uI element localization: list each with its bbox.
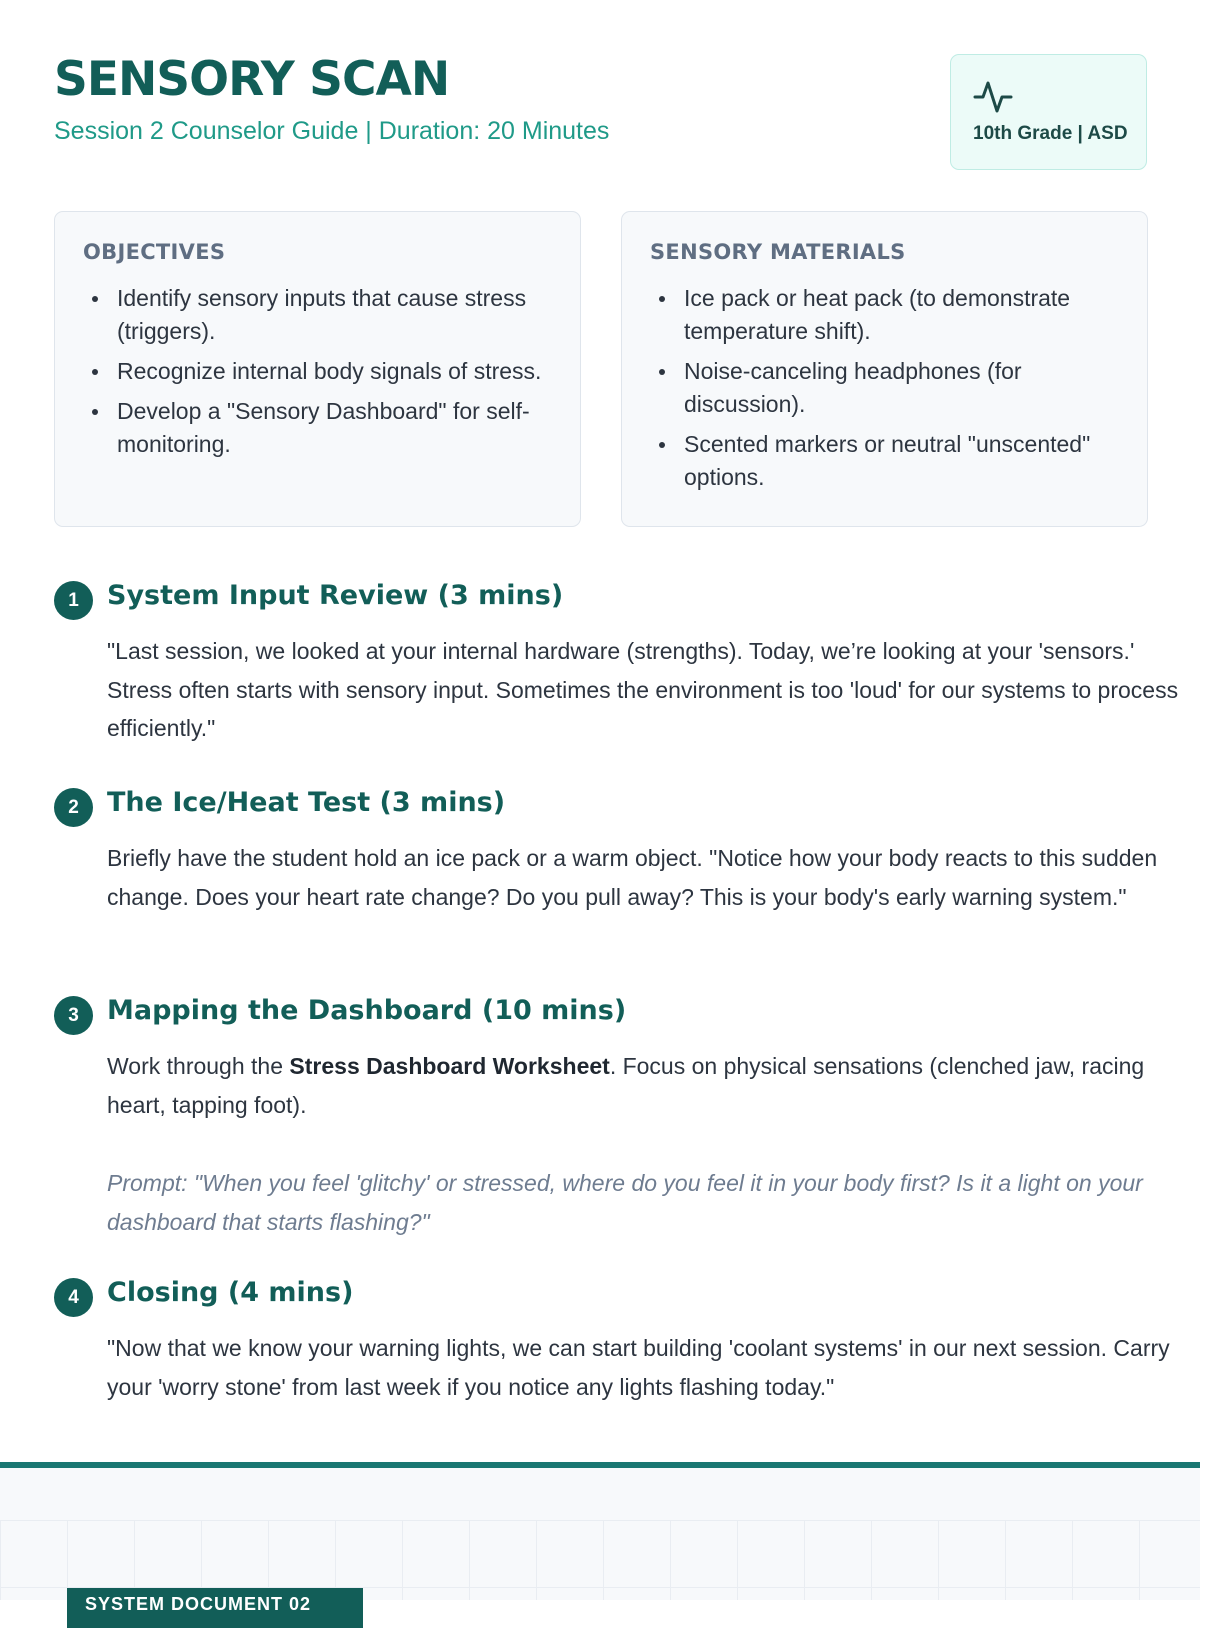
footer-grid (0, 1468, 1200, 1614)
footer-band (0, 1468, 1200, 1520)
list-item: Develop a "Sensory Dashboard" for self-monitoring. (83, 395, 552, 461)
step-title: Closing (4 mins) (107, 1277, 354, 1308)
list-item: Noise-canceling headphones (for discussion). (650, 355, 1119, 421)
materials-heading: SENSORY MATERIALS (650, 240, 906, 264)
materials-card (621, 211, 1148, 527)
step-title: The Ice/Heat Test (3 mins) (107, 787, 506, 818)
worksheet-name: Stress Dashboard Worksheet (289, 1053, 610, 1079)
step-body-text: . Focus on physical sensations (clenched jaw, racing heart, tapping foot). (107, 1053, 1145, 1118)
step-body: Briefly have the student hold an ice pack or a warm object. "Notice how your body reacts to this sudden change. Does your heart rate change? Do you pull away? This is your body's early warning system." (107, 845, 1158, 910)
page-subtitle: Session 2 Counselor Guide | Duration: 20 Minutes (54, 117, 610, 145)
materials-list (650, 282, 1119, 494)
step-number: 2 (54, 788, 93, 827)
objectives-card (54, 211, 581, 527)
counselor-prompt: Prompt: "When you feel 'glitchy' or stressed, where do you feel it in your body first? Is it a light on your dashboard that starts flashing?" (107, 1170, 1143, 1235)
step-body-text: Work through the (107, 1053, 290, 1079)
list-item: Ice pack or heat pack (to demonstrate temperature shift). (650, 282, 1119, 348)
step-body: "Last session, we looked at your internal hardware (strengths). Today, we’re looking at your 'sensors.' Stress often starts with sensory input. Sometimes the environment is too 'loud' for our systems to process efficiently." (107, 638, 1179, 741)
list-item: Recognize internal body signals of stress. (83, 355, 552, 388)
pulse-icon (973, 77, 1013, 117)
grade-badge-label: 10th Grade | ASD (973, 123, 1128, 144)
list-item: Scented markers or neutral "unscented" options. (650, 428, 1119, 494)
step-title: Mapping the Dashboard (10 mins) (107, 995, 627, 1026)
document-tag: SYSTEM DOCUMENT 02 (67, 1588, 363, 1628)
objectives-heading: OBJECTIVES (83, 240, 226, 264)
step-number: 1 (54, 581, 93, 620)
step-body: "Now that we know your warning lights, we can start building 'coolant systems' in our next session. Carry your 'worry stone' from last week if you notice any lights flashing today." (107, 1335, 1170, 1400)
step-title: System Input Review (3 mins) (107, 580, 564, 611)
grade-badge (950, 54, 1147, 170)
step-body (107, 1047, 1205, 1124)
step-number: 3 (54, 996, 93, 1035)
step-number: 4 (54, 1278, 93, 1317)
page-title: SENSORY SCAN (54, 52, 450, 107)
list-item: Identify sensory inputs that cause stress (triggers). (83, 282, 552, 348)
objectives-list (83, 282, 552, 461)
